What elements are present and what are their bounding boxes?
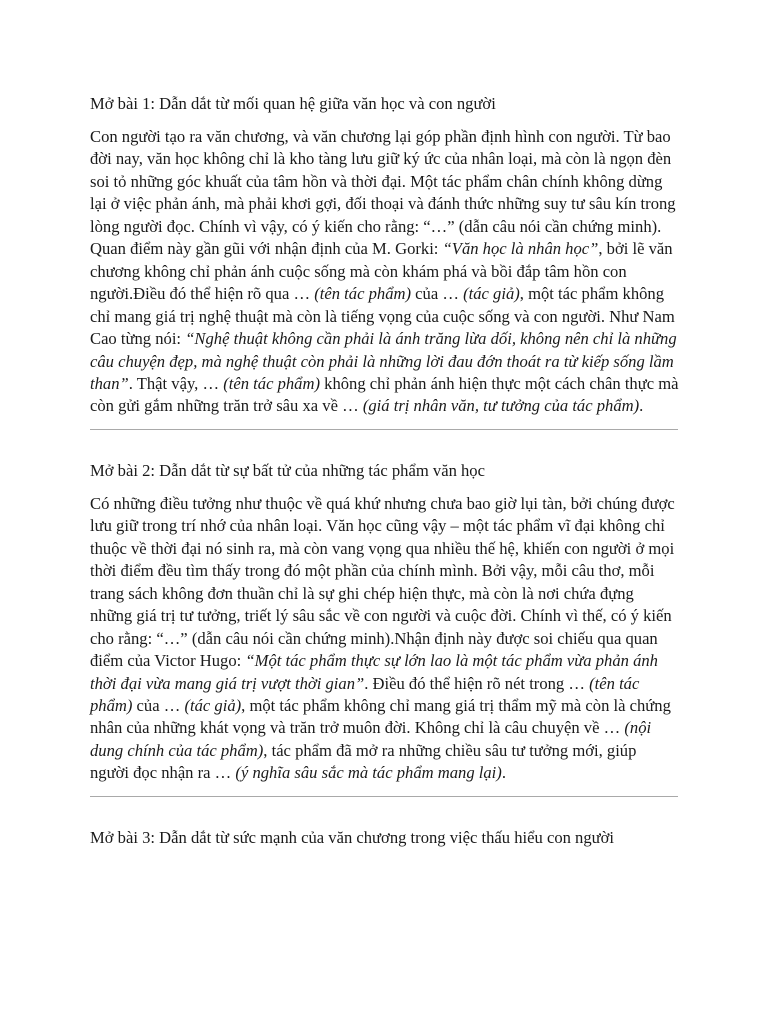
- text-run: . Điều đó thể hiện rõ nét trong …: [364, 673, 590, 693]
- italic-text-run: (tên tác phẩm): [90, 673, 640, 715]
- text-run: của …: [132, 695, 185, 715]
- text-run: của …: [411, 284, 464, 304]
- text-run: , một tác phẩm không chỉ mang giá trị thẩm mỹ mà còn là chứng nhân của những khát vọng và trăn trở muôn đời. Không chỉ là câu chuyện về …: [90, 695, 671, 738]
- section-2-heading: Mở bài 2: Dẫn dắt từ sự bất tử của những tác phẩm văn học: [90, 460, 485, 480]
- text-run: Có những điều tưởng như thuộc về quá khứ nhưng chưa bao giờ lụi tàn, bởi chúng được lưu giữ trong trí nhớ của nhân loại. Văn học cũng vậy – một tác phẩm vĩ đại không chỉ thuộc về thời đại nó sinh ra, mà còn vang vọng qua nhiều thế hệ, khiến con người ở mọi thời điểm đều tìm thấy trong đó một phần của chính mình. Bởi vậy, mỗi câu thơ, mỗi trang sách không đơn thuần chỉ là sự ghi chép hiện thực, mà còn là nơi chứa đựng những giá trị tư tưởng, triết lý sâu sắc về con người và cuộc đời. Chính vì thế, có ý kiến cho rằng: “…” (dẫn câu nói cần chứng minh).Nhận định này được soi chiếu qua quan điểm của Victor Hugo:: [90, 493, 675, 671]
- section-1-heading: Mở bài 1: Dẫn dắt từ mối quan hệ giữa văn học và con người: [90, 94, 496, 113]
- section-divider-2: [90, 796, 678, 797]
- italic-text-run: (tên tác phẩm): [314, 284, 412, 304]
- text-run: , bởi lẽ văn chương không chỉ phản ánh cuộc sống mà còn khám phá và bồi đắp tâm hồn con người.Điều đó thể hiện rõ qua …: [90, 239, 673, 304]
- italic-text-run: (giá trị nhân văn, tư tưởng của tác phẩm): [362, 396, 640, 416]
- text-run: Con người tạo ra văn chương, và văn chương lại góp phần định hình con người. Từ bao đời nay, văn học không chỉ là kho tàng lưu giữ ký ức của nhân loại, mà còn là ngọn đèn soi tỏ những góc khuất của tâm hồn và thời đại. Một tác phẩm chân chính không dừng lại ở việc phản ánh, mà phải khơi gợi, đối thoại và đánh thức những suy tư sâu kín trong lòng người đọc. Chính vì vậy, có ý kiến cho rằng: “…” (dẫn câu nói cần chứng minh). Quan điểm này gần gũi với nhận định của M. Gorki:: [90, 127, 676, 259]
- italic-text-run: (tên tác phẩm): [223, 373, 320, 393]
- italic-text-run: (tác giả): [184, 695, 242, 715]
- text-run: .: [501, 763, 506, 783]
- italic-text-run: (tác giả): [463, 284, 520, 304]
- section-1-paragraph: [90, 126, 679, 418]
- italic-text-run: (nội dung chính của tác phẩm): [90, 718, 652, 760]
- document-page: [90, 0, 679, 849]
- italic-text-run: “Nghệ thuật không cần phải là ánh trăng lừa dối, không nên chỉ là những câu chuyện đẹp, mà nghệ thuật còn phải là những lời đau đớn thoát ra từ kiếp sống lầm than”: [90, 329, 677, 393]
- italic-text-run: (ý nghĩa sâu sắc mà tác phẩm mang lại): [235, 763, 502, 783]
- italic-text-run: “Văn học là nhân học”: [442, 239, 599, 259]
- section-divider-1: [90, 429, 678, 430]
- text-run: . Thật vậy, …: [128, 373, 224, 393]
- italic-text-run: “Một tác phẩm thực sự lớn lao là một tác phẩm vừa phản ánh thời đại vừa mang giá trị vượt thời gian”: [90, 651, 658, 693]
- section-3-heading: Mở bài 3: Dẫn dắt từ sức mạnh của văn chương trong việc thấu hiểu con người: [90, 827, 615, 847]
- text-run: , một tác phẩm không chỉ mang giá trị nghệ thuật mà còn là tiếng vọng của cuộc sống và con người. Như Nam Cao từng nói:: [90, 284, 675, 349]
- section-2-paragraph: [90, 493, 679, 785]
- text-run: .: [639, 396, 644, 416]
- text-run: không chỉ phản ánh hiện thực một cách chân thực mà còn gửi gắm những trăn trở sâu xa về …: [90, 373, 679, 416]
- text-run: , tác phẩm đã mở ra những chiều sâu tư tưởng mới, giúp người đọc nhận ra …: [90, 740, 637, 783]
